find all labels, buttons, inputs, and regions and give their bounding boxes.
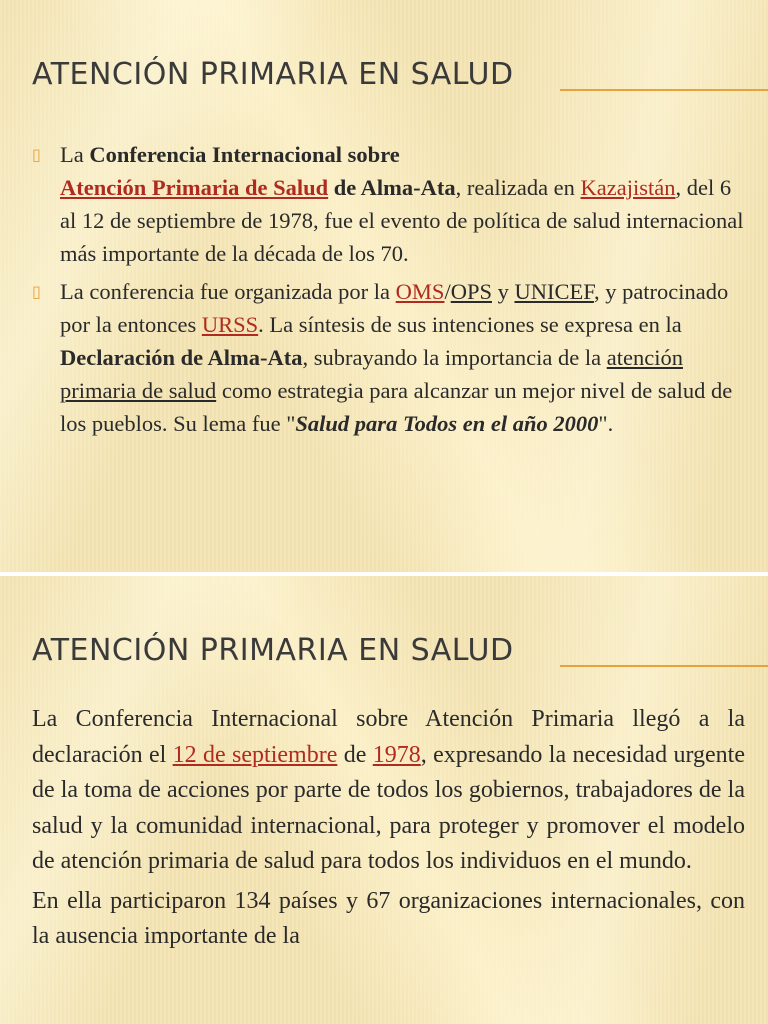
bold-text: Declaración de Alma-Ata	[60, 345, 303, 370]
link-unicef[interactable]: UNICEF	[514, 279, 594, 304]
text: La conferencia fue organizada por la	[60, 279, 396, 304]
text: , realizada en	[455, 175, 581, 200]
link-oms[interactable]: OMS	[395, 279, 445, 304]
text: , y patrocinado por la entonces	[60, 279, 729, 337]
bullet-marker-icon: ▯	[32, 282, 41, 301]
text: , expresando la necesidad urgente de la toma de acciones por parte de todos los gobiernos, trabajadores de la salud y la comunidad internacional, para proteger y promover el modelo de atención primaria de salud para todos los individuos en el mundo.	[32, 741, 745, 874]
link-atencion-primaria[interactable]: Atención Primaria de Salud	[60, 175, 329, 200]
link-12-septiembre[interactable]: 12 de septiembre	[172, 741, 338, 768]
slide-title: ATENCIÓN PRIMARIA EN SALUD	[32, 633, 514, 668]
text: , del 6 al 12 de septiembre de 1978, fue el evento de política de salud internacional más importante de la década de los 70.	[60, 175, 744, 266]
text: de	[337, 741, 373, 768]
text: . La síntesis de sus intenciones se expresa en la	[258, 312, 682, 337]
text: La Conferencia Internacional sobre Atención Primaria llegó a la declaración el	[32, 706, 745, 768]
link-urss[interactable]: URSS	[201, 312, 259, 337]
bullet-list	[32, 138, 744, 445]
text: y	[491, 279, 515, 304]
motto-text: Salud para Todos en el año 2000	[295, 411, 599, 436]
slide-2	[0, 576, 768, 1024]
link-atencion-primaria-salud[interactable]: atención primaria de salud	[60, 345, 683, 403]
text: ".	[598, 411, 614, 436]
link-ops[interactable]: OPS	[450, 279, 492, 304]
bullet-item	[32, 138, 744, 270]
title-accent-line	[560, 665, 768, 667]
bold-text: de Alma-Ata	[328, 175, 456, 200]
paragraph	[32, 702, 745, 880]
link-kazajistan[interactable]: Kazajistán	[580, 175, 676, 200]
slide-title: ATENCIÓN PRIMARIA EN SALUD	[32, 57, 514, 92]
text: como estrategia para alcanzar un mejor nivel de salud de los pueblos. Su lema fue "	[60, 378, 733, 436]
bullet-marker-icon: ▯	[32, 145, 41, 164]
bold-text: Conferencia Internacional sobre	[89, 142, 400, 167]
title-accent-line	[560, 89, 768, 91]
bullet-item	[32, 275, 744, 440]
text: /	[444, 279, 451, 304]
slide-body	[32, 702, 745, 959]
text: La	[60, 142, 90, 167]
paragraph: En ella participaron 134 países y 67 organizaciones internacionales, con la ausencia importante de la	[32, 887, 745, 949]
link-1978[interactable]: 1978	[372, 741, 421, 768]
text: , subrayando la importancia de la	[302, 345, 607, 370]
